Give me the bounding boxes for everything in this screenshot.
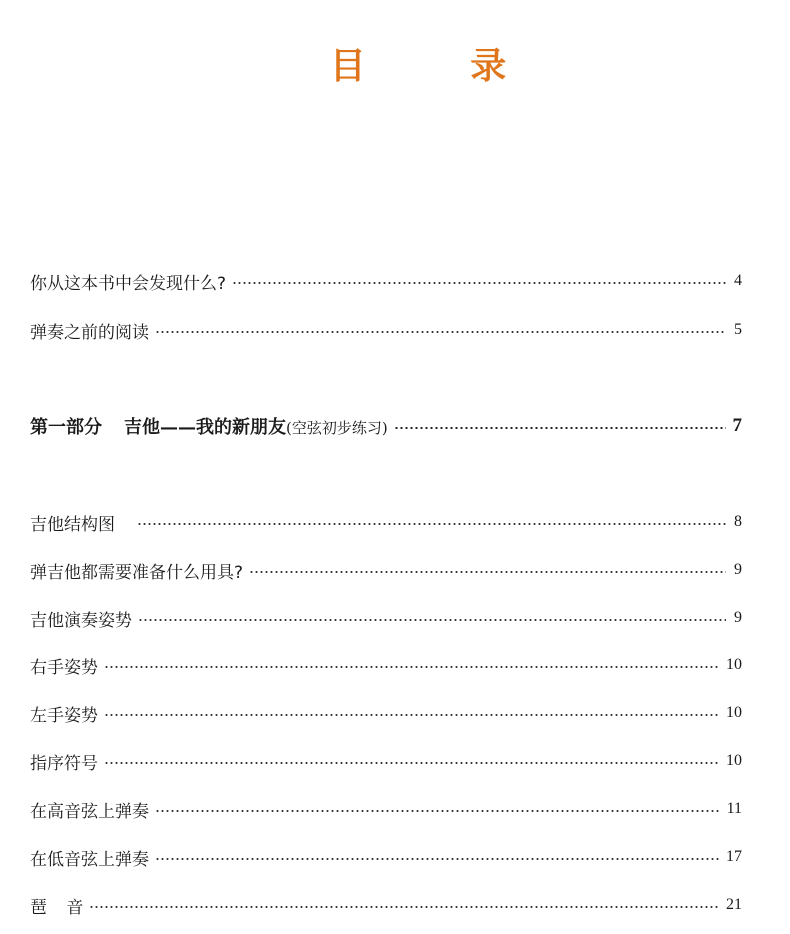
toc-entry-page: 4 [734, 272, 742, 289]
toc-entry-label: 左手姿势 [30, 705, 98, 726]
dot-leader [155, 331, 726, 333]
toc-entry[interactable] [30, 842, 742, 872]
toc-entry-page: 10 [726, 656, 742, 673]
dot-leader [137, 523, 726, 525]
dot-leader [232, 282, 726, 284]
toc-title: 目 录 [329, 46, 553, 87]
toc-entry-page: 9 [734, 561, 742, 578]
dot-leader [138, 619, 726, 621]
toc-entry-page: 8 [734, 513, 742, 530]
toc-entry-page: 10 [726, 704, 742, 721]
dot-leader [89, 906, 720, 908]
toc-entry-label: 你从这本书中会发现什么? [30, 273, 227, 294]
toc-entry[interactable] [30, 266, 742, 296]
toc-entry-label: 弹吉他都需要准备什么用具? [30, 562, 244, 583]
dot-leader [155, 858, 720, 860]
toc-entry[interactable] [30, 315, 742, 345]
toc-entry[interactable] [30, 890, 742, 920]
part-subtitle: (空弦初步练习) [286, 419, 388, 437]
toc-entry-label: 在高音弦上弹奏 [30, 801, 149, 822]
toc-entry-label: 在低音弦上弹奏 [30, 849, 149, 870]
toc-entry[interactable] [30, 698, 742, 728]
toc-entry[interactable] [30, 794, 742, 824]
toc-entry-label: 吉他演奏姿势 [30, 610, 132, 631]
toc-entry-label: 弹奏之前的阅读 [30, 322, 149, 343]
dot-leader [394, 427, 726, 429]
part-label [30, 413, 388, 439]
toc-entry[interactable] [30, 507, 742, 537]
dot-leader [104, 666, 720, 668]
toc-entry[interactable] [30, 603, 742, 633]
dot-leader [155, 810, 721, 812]
toc-entry-label: 琶 音 [30, 897, 84, 918]
part-prefix: 第一部分 [30, 417, 102, 438]
toc-entry-page: 5 [734, 321, 742, 338]
toc-entry-page: 9 [734, 609, 742, 626]
toc-part-heading[interactable] [30, 411, 742, 441]
dot-leader [104, 762, 720, 764]
toc-entry-page: 11 [726, 800, 742, 817]
part-page: 7 [732, 415, 742, 436]
part-name: 吉他——我的新朋友 [124, 417, 286, 438]
toc-entry-label: 吉他结构图 [30, 514, 115, 535]
toc-entry-label: 指序符号 [30, 753, 98, 774]
toc-entry[interactable] [30, 555, 742, 585]
dot-leader [104, 714, 720, 716]
dot-leader [249, 571, 726, 573]
toc-entry-page: 21 [726, 896, 742, 913]
toc-entry-page: 10 [726, 752, 742, 769]
toc-entry-page: 17 [726, 848, 742, 865]
toc-entry-label: 右手姿势 [30, 657, 98, 678]
toc-entry[interactable] [30, 650, 742, 680]
toc-entry[interactable] [30, 746, 742, 776]
